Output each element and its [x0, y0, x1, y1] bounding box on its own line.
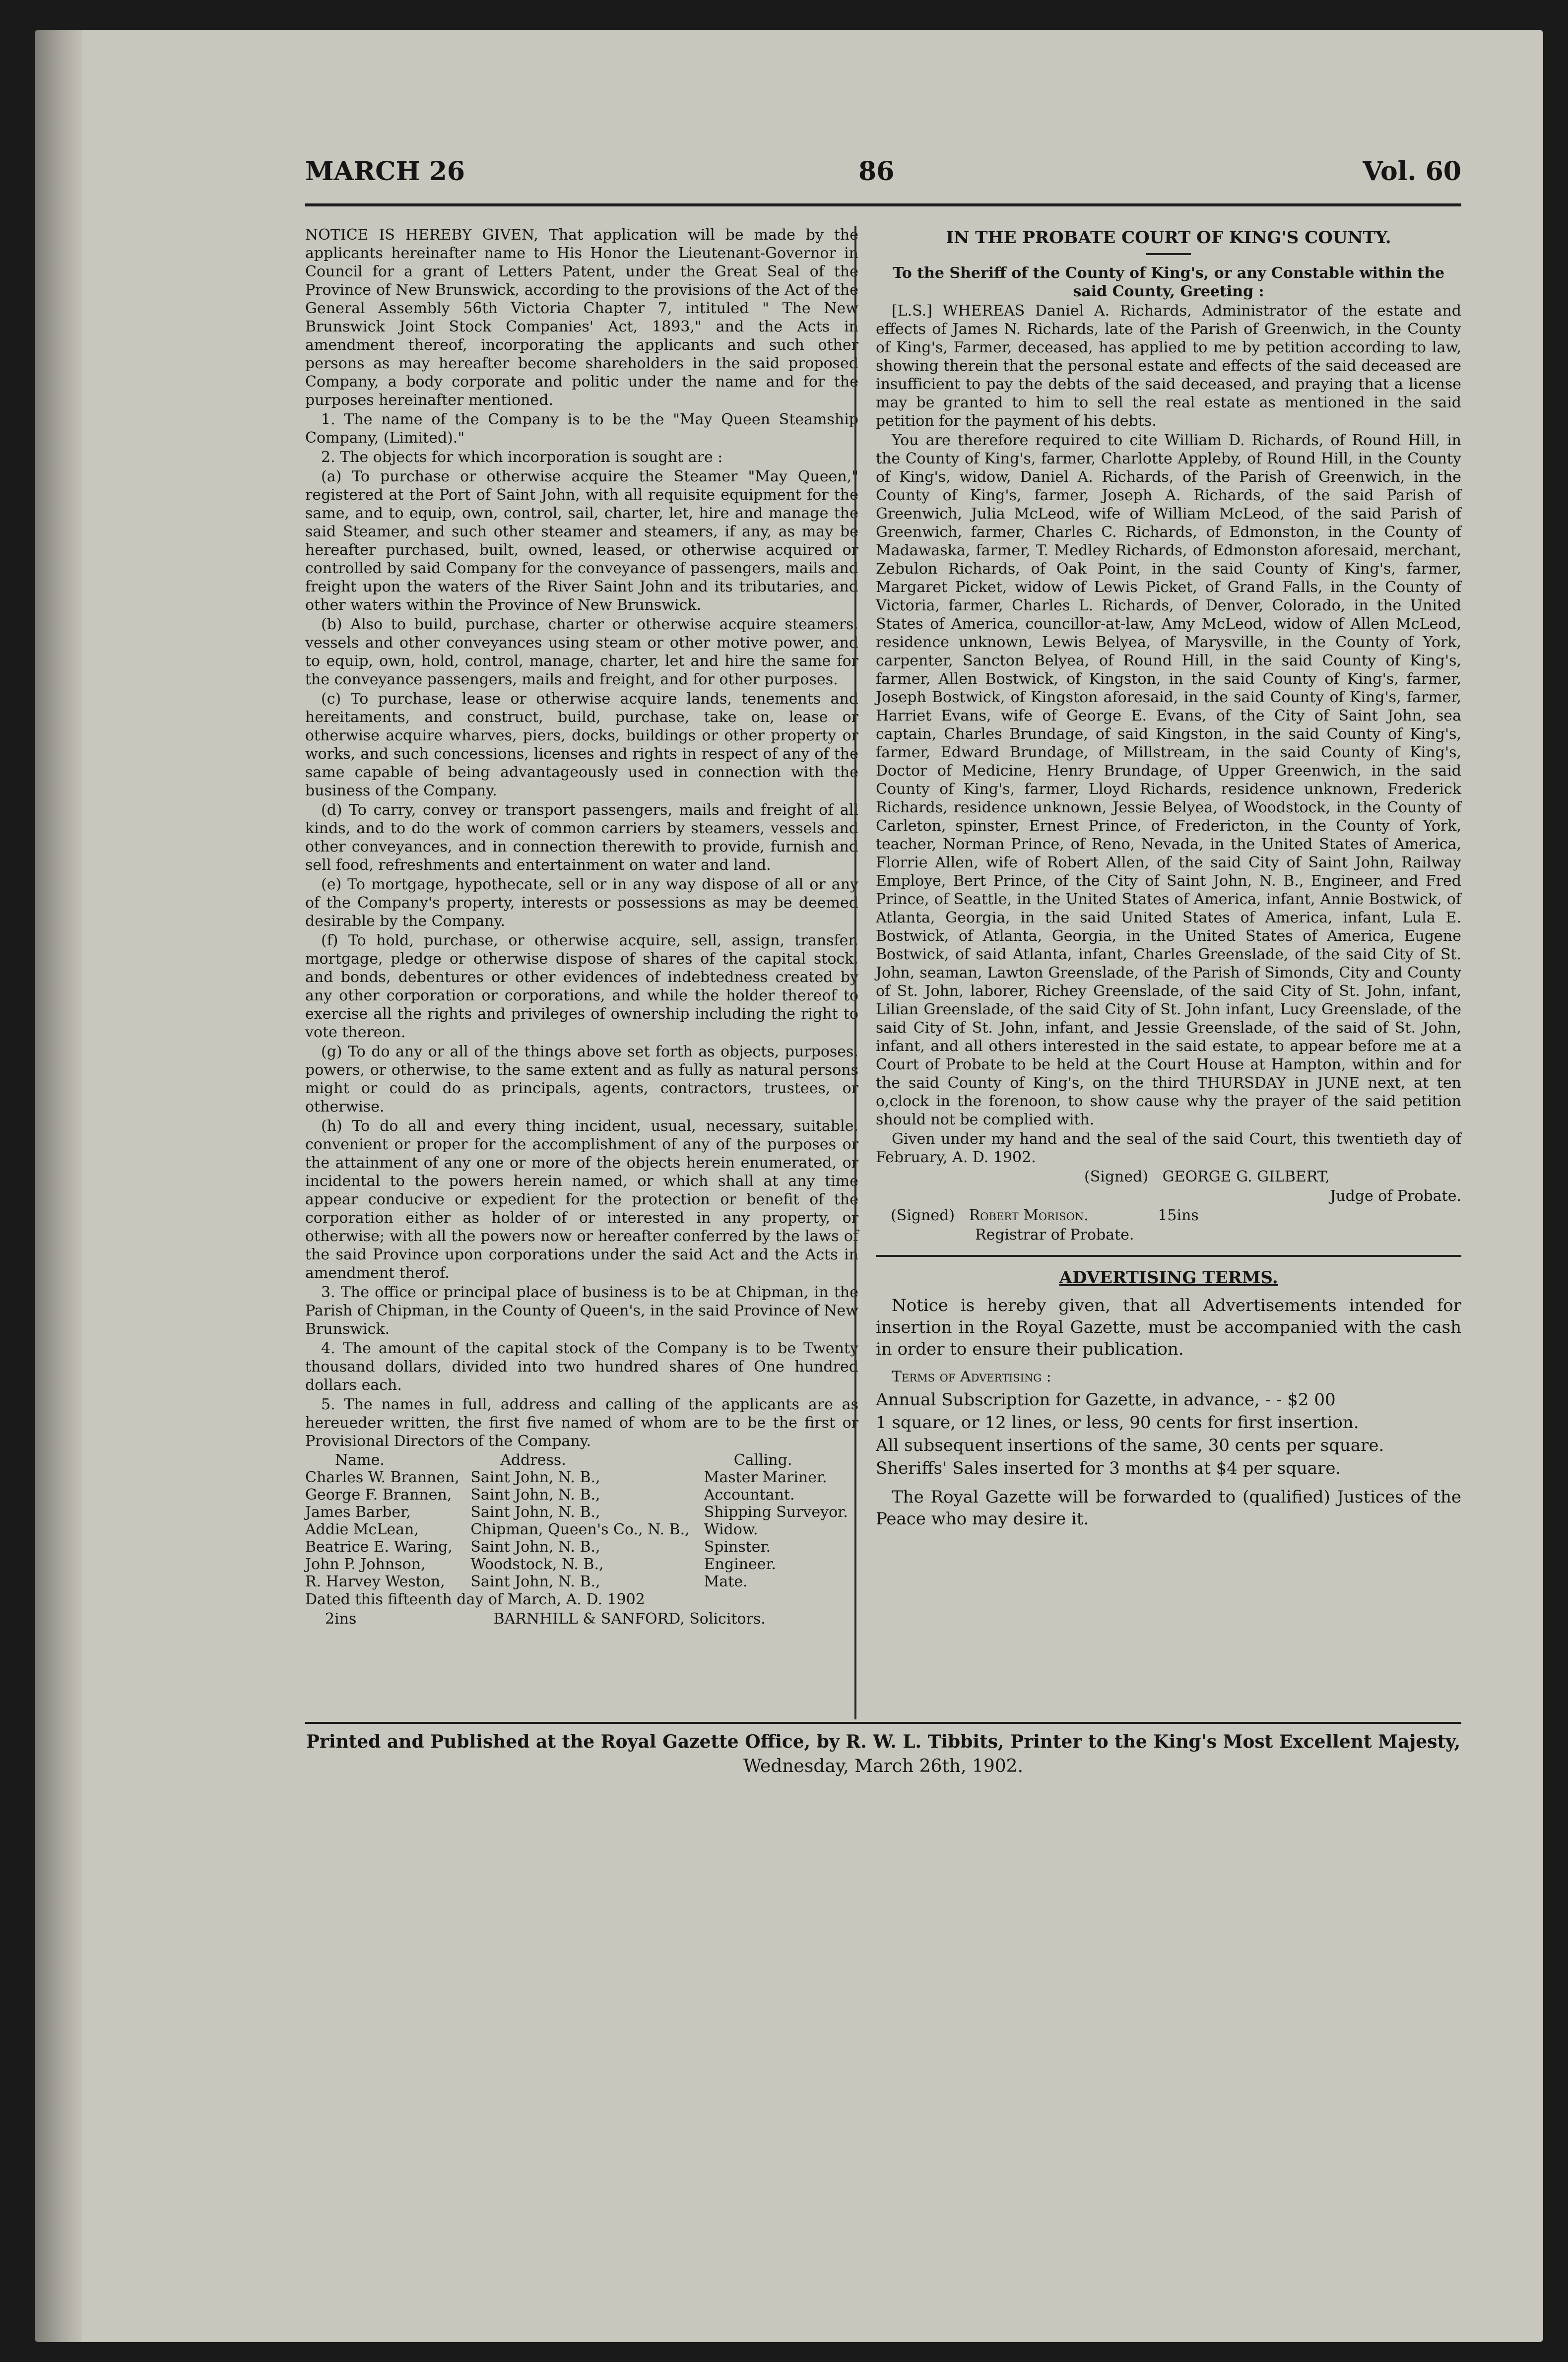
- applicant-calling: Shipping Surveyor.: [704, 1504, 848, 1521]
- applicant-address: Woodstock, N. B.,: [470, 1556, 604, 1573]
- term-line: All subsequent insertions of the same, 30 cents per square.: [876, 1436, 1384, 1455]
- advertising-title: ADVERTISING TERMS.: [1059, 1268, 1278, 1288]
- applicant-calling: Mate.: [704, 1573, 748, 1590]
- term-line: Annual Subscription for Gazette, in advance, - - $2 00: [876, 1390, 1336, 1410]
- solicitors-line: [305, 1610, 858, 1628]
- objects-paragraph: 2. The objects for which incorporation is sought are :: [321, 449, 723, 466]
- left-column: [305, 226, 858, 1629]
- page-binding-edge: [35, 30, 82, 2342]
- notice-paragraph: NOTICE IS HEREBY GIVEN, That application will be made by the applicants hereinafter name to His Honor the Lieutenant-Governor in Council for a grant of Letters Patent, under the Great Seal of the Province of New Brunswick, according to the provisions of the Act of the General Assembly 56th Victoria Chapter 7, intituled " The New Brunswick Joint Stock Companies' Act, 1893," and the Acts in amendment thereof, incorporating the applicants and such other persons as may hereafter become shareholders in the said proposed Company, a body corporate and politic under the name and for the purposes hereinafter mentioned.: [305, 226, 858, 409]
- cite-paragraph: You are therefore required to cite William D. Richards, of Round Hill, in the County of King's, farmer, Charlotte Appleby, of Round Hill, in the County of King's, widow, Daniel A. Richards, of the Parish of Greenwich, in the County of King's, farmer, Joseph A. Richards, of the said Parish of Greenwich, Julia McLeod, wife of William McLeod, of the said Parish of Greenwich, farmer, Charles C. Richards, of Edmonston, in the County of Madawaska, farmer, T. Medley Richards, of Edmonston aforesaid, merchant, Zebulon Richards, of Oak Point, in the said County of King's, farmer, Margaret Picket, widow of Lewis Picket, of Grand Falls, in the County of Victoria, farmer, Charles L. Richards, of Denver, Colorado, in the United States of America, councillor-at-law, Amy McLeod, widow of Allen McLeod, residence unknown, Lewis Belyea, of Marysville, in the County of York, carpenter, Sancton Belyea, of Round Hill, in the said County of King's, farmer, Allen Bostwick, of Kingston, in the said County of King's, farmer, Joseph Bostwick, of Kingston aforesaid, in the said County of King's, farmer, Harriet Evans, wife of George E. Evans, of the City of Saint John, sea captain, Charles Brundage, of said Kingston, in the said County of King's, farmer, Edward Brundage, of Millstream, in the said County of King's, Doctor of Medicine, Henry Brundage, of Upper Greenwich, in the said County of King's, farmer, Lloyd Richards, residence unknown, Frederick Richards, residence unknown, Jessie Belyea, of Woodstock, in the County of Carleton, spinster, Ernest Prince, of Fredericton, in the County of York, teacher, Norman Prince, of Reno, Nevada, in the United States of America, Florrie Allen, wife of Robert Allen, of the said City of Saint John, Railway Employe, Bert Prince, of the City of Saint John, N. B., Engineer, and Fred Prince, of Seattle, in the United States of America, infant, Annie Bostwick, of Atlanta, Georgia, in the said United States of America, infant, Lula E. Bostwick, of Atlanta, Georgia, in the United States of America, Eugene Bostwick, of said Atlanta, infant, Charles Greenslade, of the said City of St. John, seaman, Lawton Greenslade, of the Parish of Simonds, City and County of St. John, laborer, Richey Greenslade, of the said City of St. John, infant, Lilian Greenslade, of the said City of St. John infant, Lucy Greenslade, of the said City of St. John, infant, and Jessie Greenslade, of the said of St. John, infant, and all others interested in the said estate, to appear before me at a Court of Probate to be held at the Court House at Hampton, within and for the said County of King's, on the third THURSDAY in JUNE next, at ten o,clock in the forenoon, to show cause why the prayer of the said petition should not be complied with.: [876, 432, 1461, 1128]
- imprint-footer: [305, 1729, 1461, 1779]
- footer-rule: [305, 1722, 1461, 1724]
- forward-note: The Royal Gazette will be forwarded to (qualified) Justices of the Peace who may desire it.: [876, 1487, 1461, 1529]
- imprint-line: Printed and Published at the Royal Gazette Office, by R. W. L. Tibbits, Printer to the King's Most Excellent Majesty,: [306, 1731, 1461, 1752]
- advertising-notice: Notice is hereby given, that all Advertisements intended for insertion in the Royal Gazette, must be accompanied with the cash in order to ensure their publication.: [876, 1296, 1461, 1359]
- table-row: [305, 1469, 858, 1486]
- advertising-section: [876, 1267, 1461, 1530]
- object-d: (d) To carry, convey or transport passengers, mails and freight of all kinds, and to do the work of common carriers by steamers, vessels and other conveyances, and in connection therewith to provide, furnish and sell food, refreshments and entertainment on water and land.: [305, 801, 858, 874]
- applicant-name: R. Harvey Weston,: [305, 1573, 445, 1590]
- applicant-address: Saint John, N. B.,: [470, 1504, 600, 1521]
- probate-title: IN THE PROBATE COURT OF KING'S COUNTY.: [946, 228, 1391, 248]
- judge-signature: [876, 1168, 1461, 1186]
- right-column: [876, 226, 1461, 1531]
- insertions-count: 2ins: [325, 1610, 357, 1628]
- column-header-calling: Calling.: [733, 1451, 792, 1469]
- address-line: To the Sheriff of the County of King's, or any Constable within the said County, Greeting :: [892, 264, 1445, 300]
- header-rule: [305, 203, 1461, 206]
- registrar-name: Robert Morison.: [969, 1207, 1089, 1224]
- object-c: (c) To purchase, lease or otherwise acquire lands, tenements and hereitaments, and construct, build, purchase, take on, lease or otherwise acquire wharves, piers, docks, buildings or other property or works, and such concessions, licenses and rights in respect of any of the same capable of being advantageously used in connection with the business of the Company.: [305, 690, 858, 799]
- capital-paragraph: 4. The amount of the capital stock of the Company is to be Twenty thousand dollars, divided into two hundred shares of One hundred dollars each.: [305, 1340, 858, 1394]
- company-name-paragraph: 1. The name of the Company is to be the "May Queen Steamship Company, (Limited).": [305, 411, 858, 447]
- applicants-table: [305, 1451, 858, 1590]
- imprint-date: Wednesday, March 26th, 1902.: [743, 1756, 1024, 1776]
- applicant-name: Beatrice E. Waring,: [305, 1538, 453, 1556]
- registrar-title: Registrar of Probate.: [975, 1226, 1134, 1244]
- term-line: 1 square, or 12 lines, or less, 90 cents for first insertion.: [876, 1413, 1359, 1433]
- object-b: (b) Also to build, purchase, charter or otherwise acquire steamers, vessels and other conveyances using steam or other motive power, and to equip, own, hold, control, manage, charter, let and hire the same for the conveyance passengers, mails and freight, and for other purposes.: [305, 616, 858, 688]
- signed-label: (Signed): [891, 1207, 955, 1224]
- object-h: (h) To do all and every thing incident, usual, necessary, suitable, convenient or proper for the accomplishment of any of the purposes or the attainment of any one or more of the objects herein enumerated, or incidental to the powers herein named, or which shall at any time appear conducive or expedient for the protection or benefit of the corporation either as holder of or interested in any property, or otherwise; with all the powers now or hereafter conferred by the laws of the said Province upon corporations under the said Act and the Acts in amendment therof.: [305, 1117, 858, 1282]
- applicant-address: Chipman, Queen's Co., N. B.,: [470, 1521, 690, 1538]
- applicant-name: James Barber,: [305, 1504, 411, 1521]
- column-divider: [854, 226, 856, 1719]
- applicant-name: George F. Brannen,: [305, 1486, 452, 1504]
- applicants-paragraph: 5. The names in full, address and calling of the applicants are as hereueder written, the first five named of whom are to be the first or Provisional Directors of the Company.: [305, 1396, 858, 1450]
- applicant-calling: Widow.: [704, 1521, 758, 1538]
- given-paragraph: Given under my hand and the seal of the said Court, this twentieth day of February, A. D. 1902.: [876, 1130, 1461, 1166]
- applicant-calling: Accountant.: [704, 1486, 795, 1504]
- office-paragraph: 3. The office or principal place of business is to be at Chipman, in the Parish of Chipman, in the County of Queen's, in the said Province of New Brunswick.: [305, 1284, 858, 1338]
- table-row: [305, 1504, 858, 1521]
- applicant-calling: Engineer.: [704, 1556, 777, 1573]
- term-line: Sheriffs' Sales inserted for 3 months at $4 per square.: [876, 1458, 1341, 1478]
- terms-heading: Terms of Advertising :: [892, 1368, 1051, 1385]
- table-row: [305, 1486, 858, 1504]
- applicant-calling: Master Mariner.: [704, 1469, 827, 1486]
- applicant-name: Charles W. Brannen,: [305, 1469, 459, 1486]
- registrar-signature: [876, 1206, 1461, 1225]
- object-f: (f) To hold, purchase, or otherwise acquire, sell, assign, transfer, mortgage, pledge or otherwise dispose of shares of the capital stock, and bonds, debentures or other evidences of indebtedness created by any other corporation or corporations, and while the holder thereof to exercise all the rights and privileges of ownership including the right to vote thereon.: [305, 932, 858, 1041]
- page-header: [305, 156, 1461, 206]
- applicants-header-row: [305, 1451, 858, 1469]
- judge-name: GEORGE G. GILBERT,: [1162, 1168, 1330, 1185]
- insertions-count: 15ins: [1158, 1207, 1199, 1224]
- judge-title: Judge of Probate.: [1330, 1187, 1461, 1205]
- object-e: (e) To mortgage, hypothecate, sell or in any way dispose of all or any of the Company's property, interests or possessions as may be deemed desirable by the Company.: [305, 876, 858, 930]
- section-rule: [876, 1255, 1461, 1257]
- header-date: MARCH 26: [305, 156, 465, 187]
- title-rule: [1146, 253, 1191, 255]
- solicitors-name: BARNHILL & SANFORD, Solicitors.: [493, 1610, 766, 1628]
- signed-label: (Signed): [1084, 1168, 1149, 1185]
- table-row: [305, 1538, 858, 1556]
- applicant-calling: Spinster.: [704, 1538, 771, 1556]
- table-row: [305, 1521, 858, 1538]
- newspaper-page: [35, 30, 1543, 2342]
- applicant-name: Addie McLean,: [305, 1521, 419, 1538]
- header-page-number: 86: [858, 156, 895, 187]
- table-row: [305, 1556, 858, 1573]
- applicant-address: Saint John, N. B.,: [470, 1486, 600, 1504]
- applicant-address: Saint John, N. B.,: [470, 1573, 600, 1590]
- table-row: [305, 1573, 858, 1590]
- applicant-address: Saint John, N. B.,: [470, 1538, 600, 1556]
- object-g: (g) To do any or all of the things above set forth as objects, purposes, powers, or otherwise, to the same extent and as fully as natural persons might or could do as principals, agents, contractors, trustees, or otherwise.: [305, 1043, 858, 1115]
- column-header-name: Name.: [335, 1451, 385, 1469]
- dated-line: Dated this fifteenth day of March, A. D. 1902: [305, 1591, 645, 1608]
- whereas-paragraph: [L.S.] WHEREAS Daniel A. Richards, Administrator of the estate and effects of James N. Richards, late of the Parish of Greenwich, in the County of King's, Farmer, deceased, has applied to me by petition according to law, showing therein that the personal estate and effects of the said deceased are insufficient to pay the debts of the said deceased, and praying that a license may be granted to him to sell the real estate as mentioned in the said petition for the payment of his debts.: [876, 302, 1461, 430]
- applicant-address: Saint John, N. B.,: [470, 1469, 600, 1486]
- applicant-name: John P. Johnson,: [305, 1556, 426, 1573]
- column-header-address: Address.: [500, 1451, 566, 1469]
- header-volume: Vol. 60: [1363, 156, 1461, 187]
- object-a: (a) To purchase or otherwise acquire the Steamer "May Queen," registered at the Port of Saint John, with all requisite equipment for the same, and to equip, own, control, sail, charter, let, hire and manage the said Steamer, and such other steamer and steamers, if any, as may be hereafter purchased, built, owned, leased, or otherwise acquired or controlled by said Company for the conveyance of passengers, mails and freight upon the waters of the River Saint John and its tributaries, and other waters within the Province of New Brunswick.: [305, 468, 858, 614]
